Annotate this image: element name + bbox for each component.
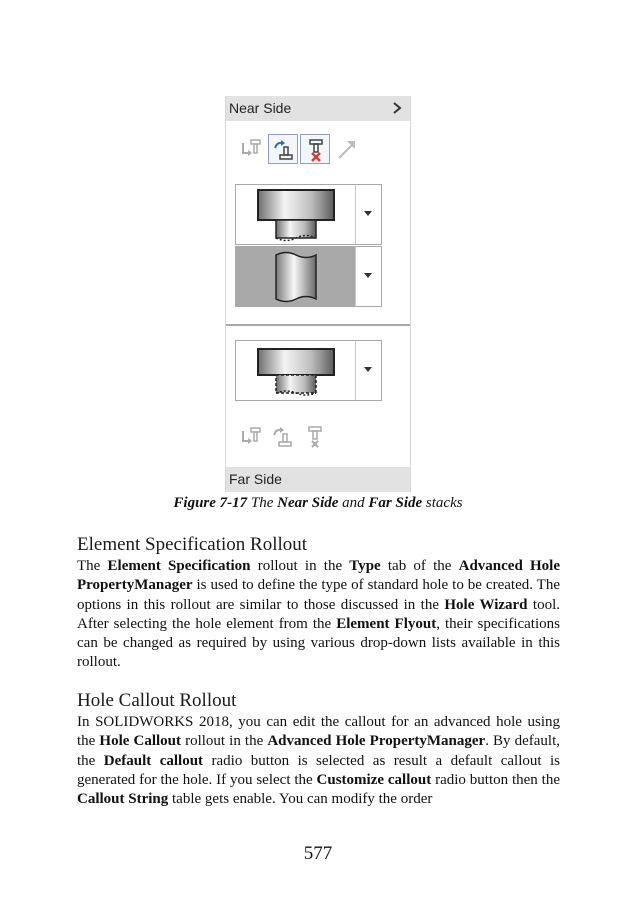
chevron-down-icon [364, 211, 372, 217]
chevron-right-icon[interactable] [390, 100, 404, 116]
section-heading: Hole Callout Rollout [77, 690, 237, 711]
chevron-down-icon [364, 367, 372, 373]
near-side-toolbar [236, 134, 406, 166]
figure-caption: Figure 7-17 The Near Side and Far Side stacks [173, 495, 463, 511]
paragraph: The Element Specification rollout in the Type tab of the Advanced Hole PropertyManager is used to define the type of standard hole to be created. The options in this rollout are similar to those discussed in the Hole Wizard tool. After selecting the hole element from the Element Flyout, their specifications can be changed as required by using various drop-down lists available in this rollout. [77, 558, 560, 671]
section-heading: Element Specification Rollout [77, 534, 308, 555]
add-element-icon[interactable] [236, 134, 266, 164]
paragraph: In SOLIDWORKS 2018, you can edit the callout for an advanced hole using the Hole Callout rollout in the Advanced Hole PropertyManager. By default, the Default callout radio button is selected as result a default callout is generated for the hole. If you select the Customize callout radio button then the Callout String table gets enable. You can modify the order [77, 714, 561, 808]
insert-element-icon[interactable] [268, 422, 298, 452]
add-element-icon[interactable] [236, 422, 266, 452]
chevron-down-icon [364, 273, 372, 279]
near-far-separator [226, 324, 410, 326]
insert-element-icon[interactable] [268, 134, 298, 164]
flip-icon[interactable] [332, 134, 362, 164]
near-far-side-panel [225, 96, 411, 492]
far-side-toolbar [236, 422, 406, 454]
near-side-straight-select[interactable] [235, 246, 382, 307]
dropdown-button[interactable] [355, 341, 381, 400]
dropdown-button[interactable] [355, 247, 381, 306]
counterbore-element-image [236, 185, 356, 244]
near-side-label: Near Side [229, 100, 292, 116]
figure-number: Figure 7-17 [173, 495, 248, 511]
near-side-counterbore-select[interactable] [235, 184, 382, 245]
far-side-label: Far Side [229, 471, 282, 487]
dropdown-button[interactable] [355, 185, 381, 244]
page-number: 577 [303, 843, 333, 864]
delete-element-icon[interactable] [300, 134, 330, 164]
near-side-header[interactable] [226, 96, 410, 121]
far-side-header[interactable] [226, 467, 410, 492]
straight-element-image [236, 247, 356, 306]
far-side-counterbore-select[interactable] [235, 340, 382, 401]
delete-element-icon[interactable] [300, 422, 330, 452]
counterbore-element-image [236, 341, 356, 400]
